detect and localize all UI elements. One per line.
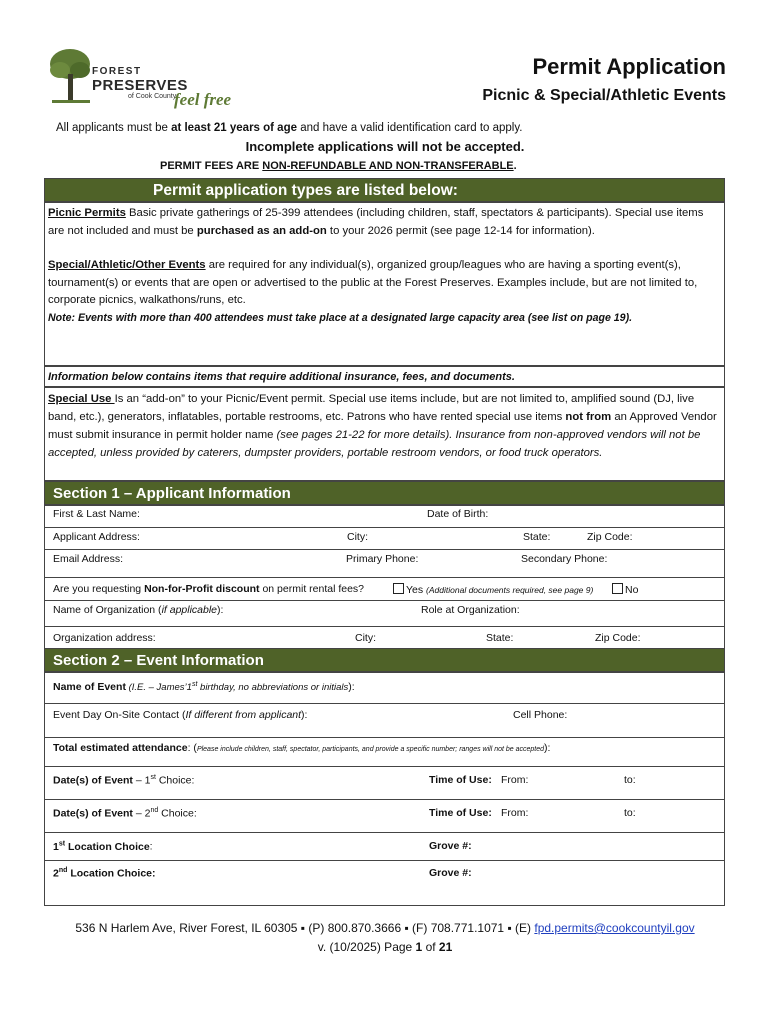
logo-text-forest: FOREST [92,66,142,77]
attendance-label: Total estimated attendance: (Please include children, staff, spectator, participants, and provide a specific number; ranges will not be accepted): [53,742,551,754]
date-choice2-row[interactable] [44,799,725,832]
footer-contact: 536 N Harlem Ave, River Forest, IL 60305 ▪ (P) 800.870.3666 ▪ (F) 708.771.1071 ▪ (E) fpd.permits@cookcountyil.gov [75,921,695,935]
address-label: Applicant Address: [53,531,140,543]
forest-preserves-logo [48,44,248,116]
location-choice2-row[interactable] [44,860,725,906]
onsite-contact-label: Event Day On-Site Contact (If different from applicant): [53,709,308,721]
nonprofit-row [44,577,725,600]
onsite-contact-row[interactable] [44,703,725,737]
to-label-1: to: [624,774,636,786]
footer-page-info: v. (10/2025) Page 1 of 21 [317,940,453,954]
incomplete-notice: Incomplete applications will not be accepted. [245,139,525,154]
yes-checkbox[interactable] [393,583,404,594]
insurance-notice: Information below contains items that require additional insurance, fees, and documents. [44,366,725,387]
from-label-1: From: [501,774,529,786]
section2-header: Section 2 – Event Information [44,648,725,672]
email-label: Email Address: [53,553,124,565]
event-name-label: Name of Event (I.E. – James’1st birthday, no abbreviations or initials): [53,681,355,694]
types-header: Permit application types are listed below: [44,178,725,202]
fees-notice: PERMIT FEES ARE NON-REFUNDABLE AND NON-TRANSFERABLE. [160,160,517,172]
logo-text-cook-county: of Cook County [128,93,177,100]
large-capacity-note: Note: Events with more than 400 attendees must take place at a designated large capacity area (see list on page 19). [48,311,633,324]
date2-label: Date(s) of Event – 2nd Choice: [53,807,197,820]
applicant-address-row[interactable] [44,527,725,549]
role-label: Role at Organization: [421,604,520,616]
date1-label: Date(s) of Event – 1st Choice: [53,774,195,787]
section1-header: Section 1 – Applicant Information [44,481,725,505]
to-label-2: to: [624,807,636,819]
city-label: City: [347,531,368,543]
org-state-label: State: [486,632,514,644]
cell-phone-label: Cell Phone: [513,709,568,721]
primary-phone-label: Primary Phone: [346,553,419,565]
location2-label: 2nd Location Choice: [53,867,156,880]
grove-label-2: Grove #: [429,867,472,879]
attendance-row[interactable] [44,737,725,766]
secondary-phone-label: Secondary Phone: [521,553,608,565]
org-name-label: Name of Organization (if applicable): [53,604,224,616]
nonprofit-yes-option[interactable]: Yes (Additional documents required, see page 9) [393,583,593,596]
org-address-row[interactable] [44,626,725,648]
page-subtitle: Picnic & Special/Athletic Events [482,87,726,104]
time-of-use-label-2: Time of Use: [429,807,492,819]
page-title: Permit Application [532,54,726,79]
nonprofit-no-option[interactable]: No [612,583,638,596]
first-last-name-label: First & Last Name: [53,508,140,520]
age-requirement: All applicants must be at least 21 years of age and have a valid identification card to apply. [56,122,523,134]
applicant-name-row[interactable] [44,505,725,527]
grove-label-1: Grove #: [429,840,472,852]
permits-email-link[interactable]: fpd.permits@cookcountyil.gov [534,921,695,935]
time-of-use-label-1: Time of Use: [429,774,492,786]
contact-row[interactable] [44,549,725,577]
event-name-row[interactable] [44,672,725,703]
location1-label: 1st Location Choice: [53,840,153,853]
zip-label: Zip Code: [587,531,633,543]
from-label-2: From: [501,807,529,819]
logo-tagline: feel free [174,90,232,109]
types-description: Picnic Permits Basic private gatherings of 25-399 attendees (including children, staff, spectators & participants). Special use items are not included and must be purchased as an add-on to your 2026 permit (see page 12-14 for information). Special/Athletic/Other Events are required for any individual(s), organized group/leagues who are having a sporting event(s), tournament(s) or events that are open or advertised to the public at the Forest Preserves. Examples include, but are not limited to, corporate picnics, walkathons/runs, etc. Note: Events with more than 400 attendees must take place at a designated large capacity area (see list on page 19). [44,202,725,366]
tree-icon [48,46,92,106]
date-choice1-row[interactable] [44,766,725,799]
org-city-label: City: [355,632,376,644]
logo-text-preserves: PRESERVES [92,77,188,94]
org-address-label: Organization address: [53,632,156,644]
state-label: State: [523,531,551,543]
dob-label: Date of Birth: [427,508,489,520]
special-use-description: Special Use Is an “add-on” to your Picnic/Event permit. Special use items include, but are not limited to, amplified sound (DJ, live band, etc.), generators, inflatables, portable restrooms, etc. Patrons who have rented special use items not from an Approved Vendor must submit insurance in permit holder name (see pages 21-22 for more details). Insurance from non-approved vendors will not be accepted, unless provided by caterers, dumpster providers, portable restroom vendors, or food truck operators. [44,387,725,481]
location-choice1-row[interactable] [44,832,725,860]
no-checkbox[interactable] [612,583,623,594]
organization-row[interactable] [44,600,725,626]
org-zip-label: Zip Code: [595,632,641,644]
nonprofit-question: Are you requesting Non-for-Profit discount on permit rental fees? [53,583,365,595]
